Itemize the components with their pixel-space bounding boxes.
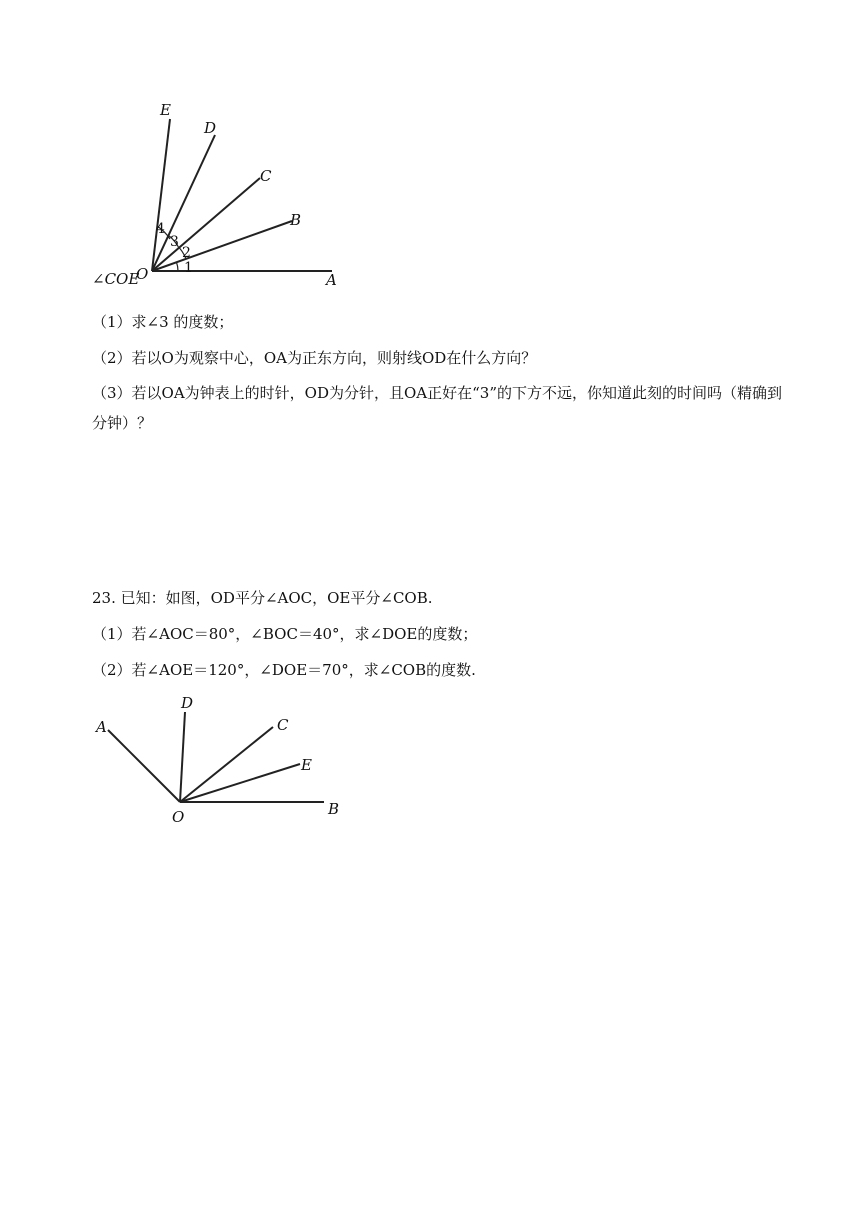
angle-arc-1	[177, 262, 179, 271]
q22-part-2: （2）若以O为观察中心，OA为正东方向，则射线OD在什么方向？	[92, 349, 537, 367]
ray-OE	[152, 119, 170, 271]
q23-part-1: （1）若∠AOC＝80°，∠BOC＝40°，求∠DOE的度数；	[92, 625, 478, 643]
point-label-C-2: C	[277, 716, 289, 734]
point-label-E-2: E	[301, 756, 312, 774]
q23-stem: 23. 已知：如图，OD平分∠AOC，OE平分∠COB.	[92, 589, 433, 607]
ray-OA-2	[108, 730, 180, 802]
point-label-D-2: D	[181, 694, 194, 712]
q22-part-3: （3）若以OA为钟表上的时针，OD为分针，且OA正好在“3”的下方不远，你知道此刻的时间吗（精确到分钟）？	[92, 384, 783, 432]
point-label-D: D	[204, 119, 217, 137]
angle-number-3: 3	[170, 234, 179, 250]
angle-number-4: 4	[156, 221, 165, 237]
ray-OE-2	[180, 764, 300, 802]
figure1-caption: ∠COE	[92, 270, 140, 288]
angle-figure-1	[88, 95, 358, 295]
point-label-B: B	[290, 211, 302, 229]
point-label-E: E	[160, 101, 171, 119]
point-label-B-2: B	[328, 800, 340, 818]
angle-number-1: 1	[184, 260, 193, 276]
ray-OC	[152, 178, 260, 271]
ray-OC-2	[180, 727, 273, 802]
q23-part-2: （2）若∠AOE＝120°，∠DOE＝70°，求∠COB的度数.	[92, 661, 476, 679]
angle-figure-2	[88, 690, 358, 830]
ray-OD-2	[180, 712, 185, 802]
angle-number-2: 2	[182, 245, 191, 261]
point-label-O: O	[136, 265, 149, 283]
point-label-O-2: O	[172, 808, 185, 826]
point-label-A: A	[326, 271, 337, 289]
q22-part-1: （1）求∠3 的度数；	[92, 313, 234, 331]
point-label-C: C	[260, 167, 272, 185]
point-label-A-2: A	[96, 718, 107, 736]
